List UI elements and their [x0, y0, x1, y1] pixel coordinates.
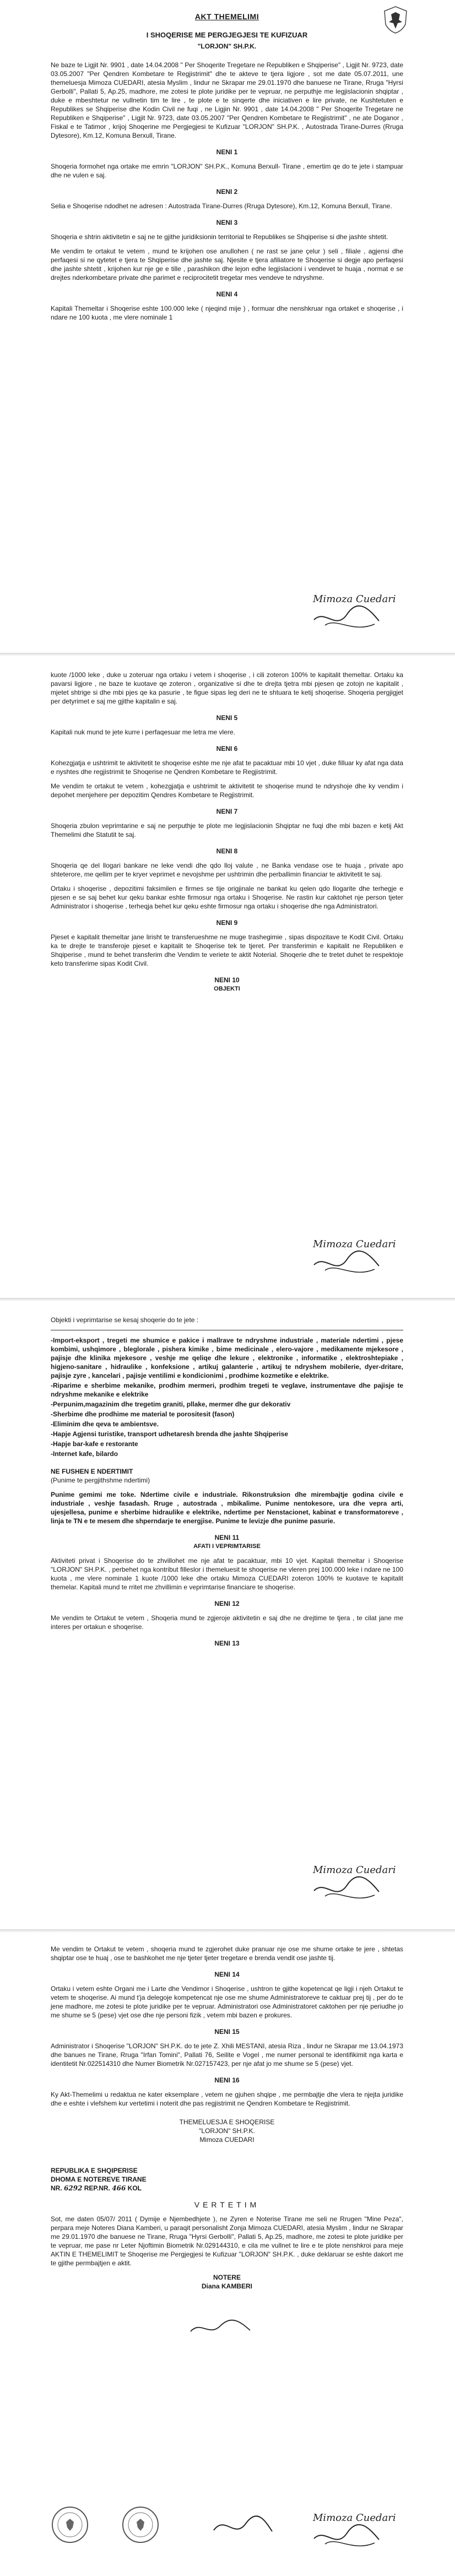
article-7-heading: NENI 7	[216, 808, 238, 815]
notary-name: Diana KAMBERI	[201, 2282, 252, 2290]
registry-rep-value: 466	[112, 2184, 126, 2192]
article-10-label: NENI 10	[214, 976, 240, 984]
article-3-text-b: Me vendim te ortakut te vetem , mund te krijohen ose anullohen ( ne rast se jane çelur ) seli , filiale , agjensi dhe perfaqesi si ne qytetet e tjera te Shqiperise dhe jashte saj. Njesite e tjera afiliatore te Shoqerise si degje apo perfaqesi dhe jashte shtetit , krijohen kur nje ge e tille , parashikon dhe lejon edhe legjislacioni i vendevet te huaja , normat e se drejtes nderkombetare private dhe parimet e reciprocitetit tregetar mes vendeve te ndryshme.	[51, 247, 403, 282]
article-5-text: Kapitali nuk mund te jete kurre i perfaqesuar me letra me vlere.	[51, 728, 235, 736]
signature-text: Mimoza Cuedari	[313, 1238, 396, 1250]
signature-image	[308, 1232, 396, 1281]
certification-text: Sot, me daten 05/07/ 2011 ( Dymije e Njembedhjete ), ne Zyren e Noterise Tirane me seli ne Rrugen "Mine Peza", perpara meje Noteres Diana Kamberi, u paraqit personalisht Zonja Mimoza CUEDARI, atesia Myslim , lindur ne Skrapar me 29.01.1970 dhe banuese ne Tirane, Rruga "Hyrsi Gerbolli", Pallati 5, Ap.25, madhore, me zotesi te plote juridike per te vepruar, me pase nr Leter Njoftimin Biometrik Nr.029144310, e cila me vullnet te lire e te plote nenshkroi para meje AKTIN E THEMELIMIT te Shoqerise me Pergjegjesi te Kufizuar "LORJON" SH.P.K. , duke deklaruar se eshte dakort me te gjithe permbajtjen e aktit.	[51, 2215, 403, 2267]
signature-text: Mimoza Cuedari	[313, 1864, 396, 1876]
article-6-heading: NENI 6	[216, 745, 238, 753]
notary-signature-image	[209, 2508, 275, 2541]
article-16-heading: NENI 16	[214, 2076, 240, 2084]
article-11-text: Aktiviteti privat i Shoqerise do te zhvillohet me nje afat te pacaktuar, mbi 10 vjet. Kapitali themeltar i Shoqerise "LORJON" SH.P.K. , perbehet nga kontribut filleslor i themeluesit te shoqerise ne vleren prej 100.000 leke i ndare ne 100 kuota , me vlere nominale 1 kuote /1000 leke dhe ortaku Mimoza CUEDARI zoteron 100% te kuotave te kapitalit themelar. Kapitali mund te rritet me zhvillimin e veprimtarise financiare te shoqerise.	[51, 1557, 403, 1591]
article-8-text-b: Ortaku i shoqerise , depozitimi faksimilen e firmes se tije origjinale ne bankat ku qelen qdo llogarite dhe terhegje e pjesen e se saj behet kur qeku bankar eshte firmosur nga ortaku i Shoqerise. Ne rastin kur caktohet nje person tjeter Administrator i shoqerise , terheqja behet kur qeku eshte firmosur nga ortaku i shoqerise dhe nga Administratori.	[51, 885, 403, 910]
certification-title: VERTETIM	[194, 2200, 260, 2209]
article-11-heading	[51, 1533, 403, 1551]
intro-paragraph: Ne baze te Ligjit Nr. 9901 , date 14.04.2008 " Per Shoqerite Tregetare ne Republiken e Shqiperise" , Ligjit Nr. 9723, date 03.05.2007 "Per Qendren Kombetare te Regjistrimit" dhe te akteve te tjera ligjore , sot me date 05.07.2011, une themeluesja Mimoza CUEDARI, atesia Myslim , lindur ne Skrapar me 29.01.1970 dhe banuese ne Tirane, Rruga "Hyrsi Gerbolli", Pallati 5, Ap.25, madhore, me zotesi te plote juridike per te vepruar, ne perputhje me legjislacionin shqiptar , duke e mbeshtetur ne vullnetin tim te lire , te plote e te sinqerte dhe iniciativen e lire private, ne Kushtetuten e Republikes se Shqiperise dhe Kodin Civil ne fuqi , ne Ligjin Nr. 9901 , date 14.04.2008 " Per Shoqerite Tregetare ne Republiken e Shqiperise" , Ligjit Nr. 9723, date 03.05.2007 "Per Qendren Kombetare te Regjistrimit" , ne ate Doganor , Fiskal e te Tatimor , krijoj Shoqerine me Pergjegjesi te Kufizuar "LORJON" SH.P.K. , Autostrada Tirane-Durres (Rruga Dytesore), Km.12, Komuna Berxull, Tirane.	[51, 61, 403, 139]
founder-name: Mimoza CUEDARI	[199, 2136, 254, 2144]
notary-label: NOTERE	[213, 2274, 241, 2281]
article-5-heading: NENI 5	[216, 714, 238, 722]
founder-heading: THEMELUESJA E SHOQERISE	[179, 2118, 275, 2126]
document-subtitle: I SHOQERISE ME PERGJEGJESI TE KUFIZUAR	[146, 31, 308, 39]
object-item-8: -Internet kafe, bilardo	[51, 1450, 118, 1458]
document-page-1	[0, 0, 455, 653]
registry-kol-label: KOL	[127, 2184, 142, 2192]
document-page-2	[0, 656, 455, 1298]
signature-image	[308, 2505, 396, 2555]
article-2-text: Selia e Shoqerise ndodhet ne adresen : Autostrada Tirane-Durres (Rruga Dytesore), Km.12, Komuna Berxull, Tirane.	[51, 202, 392, 210]
construction-subheading: (Punime te pergjithshme ndertimi)	[51, 1476, 150, 1484]
article-3-text-a: Shoqeria e shtrin aktivitetin e saj ne te gjithe juridiksionin territorial te Republikes se Shqiperise si dhe jashte shtetit.	[51, 233, 388, 241]
article-12-heading: NENI 12	[214, 1600, 240, 1608]
article-12-text: Me vendim te Ortakut te vetem , Shoqeria mund te zgjeroje aktivitetin e saj dhe ne drejtime te tjera , te cilat jane me interes per ortakun e shoqerise.	[51, 1614, 403, 1631]
article-8-text-a: Shoqeria qe del llogari bankare ne leke vendi dhe qdo lloj valute , ne Banka vendase ose te huaja , private apo shteterore, me qellim per te kryer veprimet e nevojshme per ushtrimin dhe perballimin financiar te aktivitetit te saj.	[51, 862, 403, 878]
object-item-3: -Perpunim,magazinim dhe tregetim graniti, pllake, mermer dhe gur dekorativ	[51, 1400, 291, 1408]
registry-nr-value: 6292	[64, 2184, 83, 2192]
company-name: "LORJON" SH.P.K.	[197, 42, 257, 50]
article-11-label: NENI 11	[214, 1534, 240, 1541]
signature-image	[308, 1858, 396, 1907]
registry-rep-label: REP.NR.	[84, 2184, 110, 2192]
republic-line: REPUBLIKA E SHQIPERISE	[51, 2167, 138, 2174]
article-6-text-b: Me vendim te ortakut te vetem , kohezgjatja e ushtrimit te aktivitetit te shoqerise mund te ndryshoje dhe ky vendim i depohet menjehere per depozitim Qendres Kombetare te Regjistrimit.	[51, 782, 403, 799]
document-title: AKT THEMELIMI	[194, 12, 259, 21]
object-item-6: -Hapje Agjensi turistike, transport udhetaresh brenda dhe jashte Shqiperise	[51, 1430, 288, 1438]
article-15-text: Administrator i Shoqerise "LORJON" SH.P.K. do te jete Z. Xhili MESTANI, atesia Riza , lindur ne Skrapar me 13.04.1973 dhe banues ne Tirane, Rruga "Irfan Tomini", Pallati 76, Seilite e Vogel , me numer personal te identifikimit nga karta e identitetit Nr.022514310 dhe Numer Biometrik Nr.027157423, per nje afat jo me shume se 5 (pese) vjet.	[51, 2042, 403, 2068]
object-item-1: -Import-eksport , tregeti me shumice e pakice i mallrave te ndryshme industriale , materiale ndertimi , pjese kombimi, ushqimore , bleglorale , pishera kimike , bime medicinale , elero-vajore , medikamente mjekesore , pajisje dhe klinika mjekesore , veshje me qeliqe dhe lekure , elektronike , informatike , elektroshtepiake , higjeno-sanitare , hidraulike , konfeksione , artikuj galanterie , artikuj te ndryshem mobilerie, dyer-dritare, pajisje zyre , kancelari , pajisje ventilimi e kondicionimi , prodhime kozmetike e elektrike.	[51, 1336, 403, 1379]
article-4-heading: NENI 4	[216, 290, 238, 298]
notary-stamp-icon	[121, 2505, 160, 2544]
article-11-subtitle: AFATI I VEPRIMTARISE	[193, 1543, 261, 1550]
article-7-text: Shoqeria zbulon veprimtarine e saj ne perputhje te plote me legjislacionin Shqiptar ne fuqi dhe mbi bazen e ketij Akt Themelimi dhe Statutit te saj.	[51, 822, 403, 838]
founder-signature-image	[187, 2313, 253, 2340]
article-4-text: Kapitali Themeltar i Shoqerise eshte 100.000 leke ( njeqind mije ) , formuar dhe nenshkruar nga ortaket e shoqerise , i ndare ne 100 kuota , me vlere nominale 1	[51, 305, 403, 321]
founder-company: "LORJON" SH.P.K.	[199, 2127, 255, 2135]
article-1-text: Shoqeria formohet nga ortake me emrin "LORJON" SH.P.K., Komuna Berxull- Tirane , emertim qe do te jete i stampuar dhe ne vulen e saj.	[51, 163, 403, 179]
object-item-4: -Sherbime dhe prodhime me material te porositesit (fason)	[51, 1410, 235, 1418]
article-14-text: Ortaku i vetem eshte Organi me i Larte dhe Vendimor i Shoqerise , ushtron te gjithe kopetencat qe ligji i njeh Ortakut te vetem te shoqerise. Ai mund t'ja delegoje kompetencat nje ose me shume Administratoreve te caktuar prej tij , per do te jene madhore, me zotesi te plote juridike per te vepruar. Administratori ose Administratoret caktohen per nje periudhe jo me shume se 5 (pese) vjet ose dhe nje personi fizik , vetem mbi bazen e prokures.	[51, 1985, 403, 2019]
article-6-text-a: Kohezgjatja e ushtrimit te aktivitetit te shoqerise eshte me nje afat te pacaktuar mbi 10 vjet , duke filluar ky afat nga data e nyshtes dhe regjistrimit te Shoqerise ne Qendren Kombetare te Regjistrimit.	[51, 759, 403, 776]
article-3-heading: NENI 3	[216, 219, 238, 226]
document-page-3	[0, 1301, 455, 1929]
article-4-continued: kuote /1000 leke , duke u zoteruar nga ortaku i vetem i shoqerise , i cili zoteron 100% te kapitalit themeltar. Ortaku ka pavarsi ligjore , ne baze te kuotave qe zoteron , organizative si dhe te drejta tjetra mbi pjesen qe zotojn ne kapitalit , mjetet shtrige si dhe mbi pjes qe ka pasurie , te figue sipas leg deri ne te shtuara te ketij shoqerise. Shoqeria pergjigjet per detyrimet e saj me gjithe kapitalin e saj.	[51, 671, 403, 705]
signature-text: Mimoza Cuedari	[313, 593, 396, 605]
object-item-2: -Riparime e sherbime mekanike, prodhim mermeri, prodhim tregeti te veglave, instrumentave dhe pajisje te ndryshme mekanike e elektrike	[51, 1382, 403, 1398]
signature-image	[308, 587, 396, 636]
article-2-heading: NENI 2	[216, 188, 238, 196]
article-14-heading: NENI 14	[214, 1971, 240, 1978]
article-8-heading: NENI 8	[216, 847, 238, 855]
construction-heading: NE FUSHEN E NDERTIMIT	[51, 1468, 133, 1475]
signature-text: Mimoza Cuedari	[313, 2512, 396, 2524]
article-10-intro: Objekti i veprimtarise se kesaj shoqerie do te jete :	[51, 1316, 199, 1324]
article-9-text: Pjeset e kapitalit themeltar jane lirisht te transferueshme ne muge trashegimie , sipas dispozitave te Kodit Civil. Ortaku ka te drejte te transferoje pjeset e kapitalit te Shoqerise tek te tjeret. Per transferimin e kapitalit ne Republiken e Shqiperise , mund te behet transferim dhe Vendim te veriete te aktit Noterial. Shoqerie dhe te tretet duhet te respektoje keto transferime sipas Kodit Civil.	[51, 933, 403, 967]
registry-number-line	[51, 2184, 403, 2193]
construction-text: Punime gemimi me toke. Ndertime civile e industriale. Rikonstruksion dhe mirembajtje godina civile e industriale , veshje fasadash. Rruge , autostrada , mbikalime. Punime nentokesore, ura dhe vepra arti, ujesjellesa, punime e sherbime hidraulike e elektrike, ndertime per Nenstacionet, kabinat e transformatoreve , linja te TN e te mesem dhe shperndarje te energjise. Punime te levizje dhe punime pasurie.	[51, 1491, 403, 1525]
notary-stamp-icon	[51, 2505, 89, 2544]
document-page-4	[0, 1933, 455, 2576]
article-15-heading: NENI 15	[214, 2028, 240, 2036]
article-13-text: Me vendim te Ortakut te vetem , shoqeria mund te zgjerohet duke pranuar nje ose me shume ortake te jere , shtetas shqiptar ose te huaj , ose te bashkohet me nje tjeter tjeter tregetare e brenda vendit ose jashte tij.	[51, 1945, 403, 1962]
object-item-7: -Hapje bar-kafe e restorante	[51, 1440, 138, 1448]
article-16-text: Ky Akt-Themelimi u redaktua ne kater eksemplare , vetem ne gjuhen shqipe , me permbajtje dhe vlera te njejta juridike dhe e eshte i vlefshem kur vertetimi i noterit dhe pas regjistrimit ne Qendren Kombetare te Regjistrimit.	[51, 2091, 403, 2107]
object-item-5: -Eliminim dhe qeva te ambientsve.	[51, 1420, 159, 1428]
article-10-heading	[51, 976, 403, 993]
notary-chamber-line: DHOMA E NOTEREVE TIRANE	[51, 2175, 147, 2183]
article-1-heading: NENI 1	[216, 148, 238, 156]
article-10-subtitle: OBJEKTI	[214, 986, 240, 992]
article-9-heading: NENI 9	[216, 919, 238, 927]
registry-nr-label: NR.	[51, 2184, 62, 2192]
article-13-heading: NENI 13	[214, 1639, 240, 1647]
